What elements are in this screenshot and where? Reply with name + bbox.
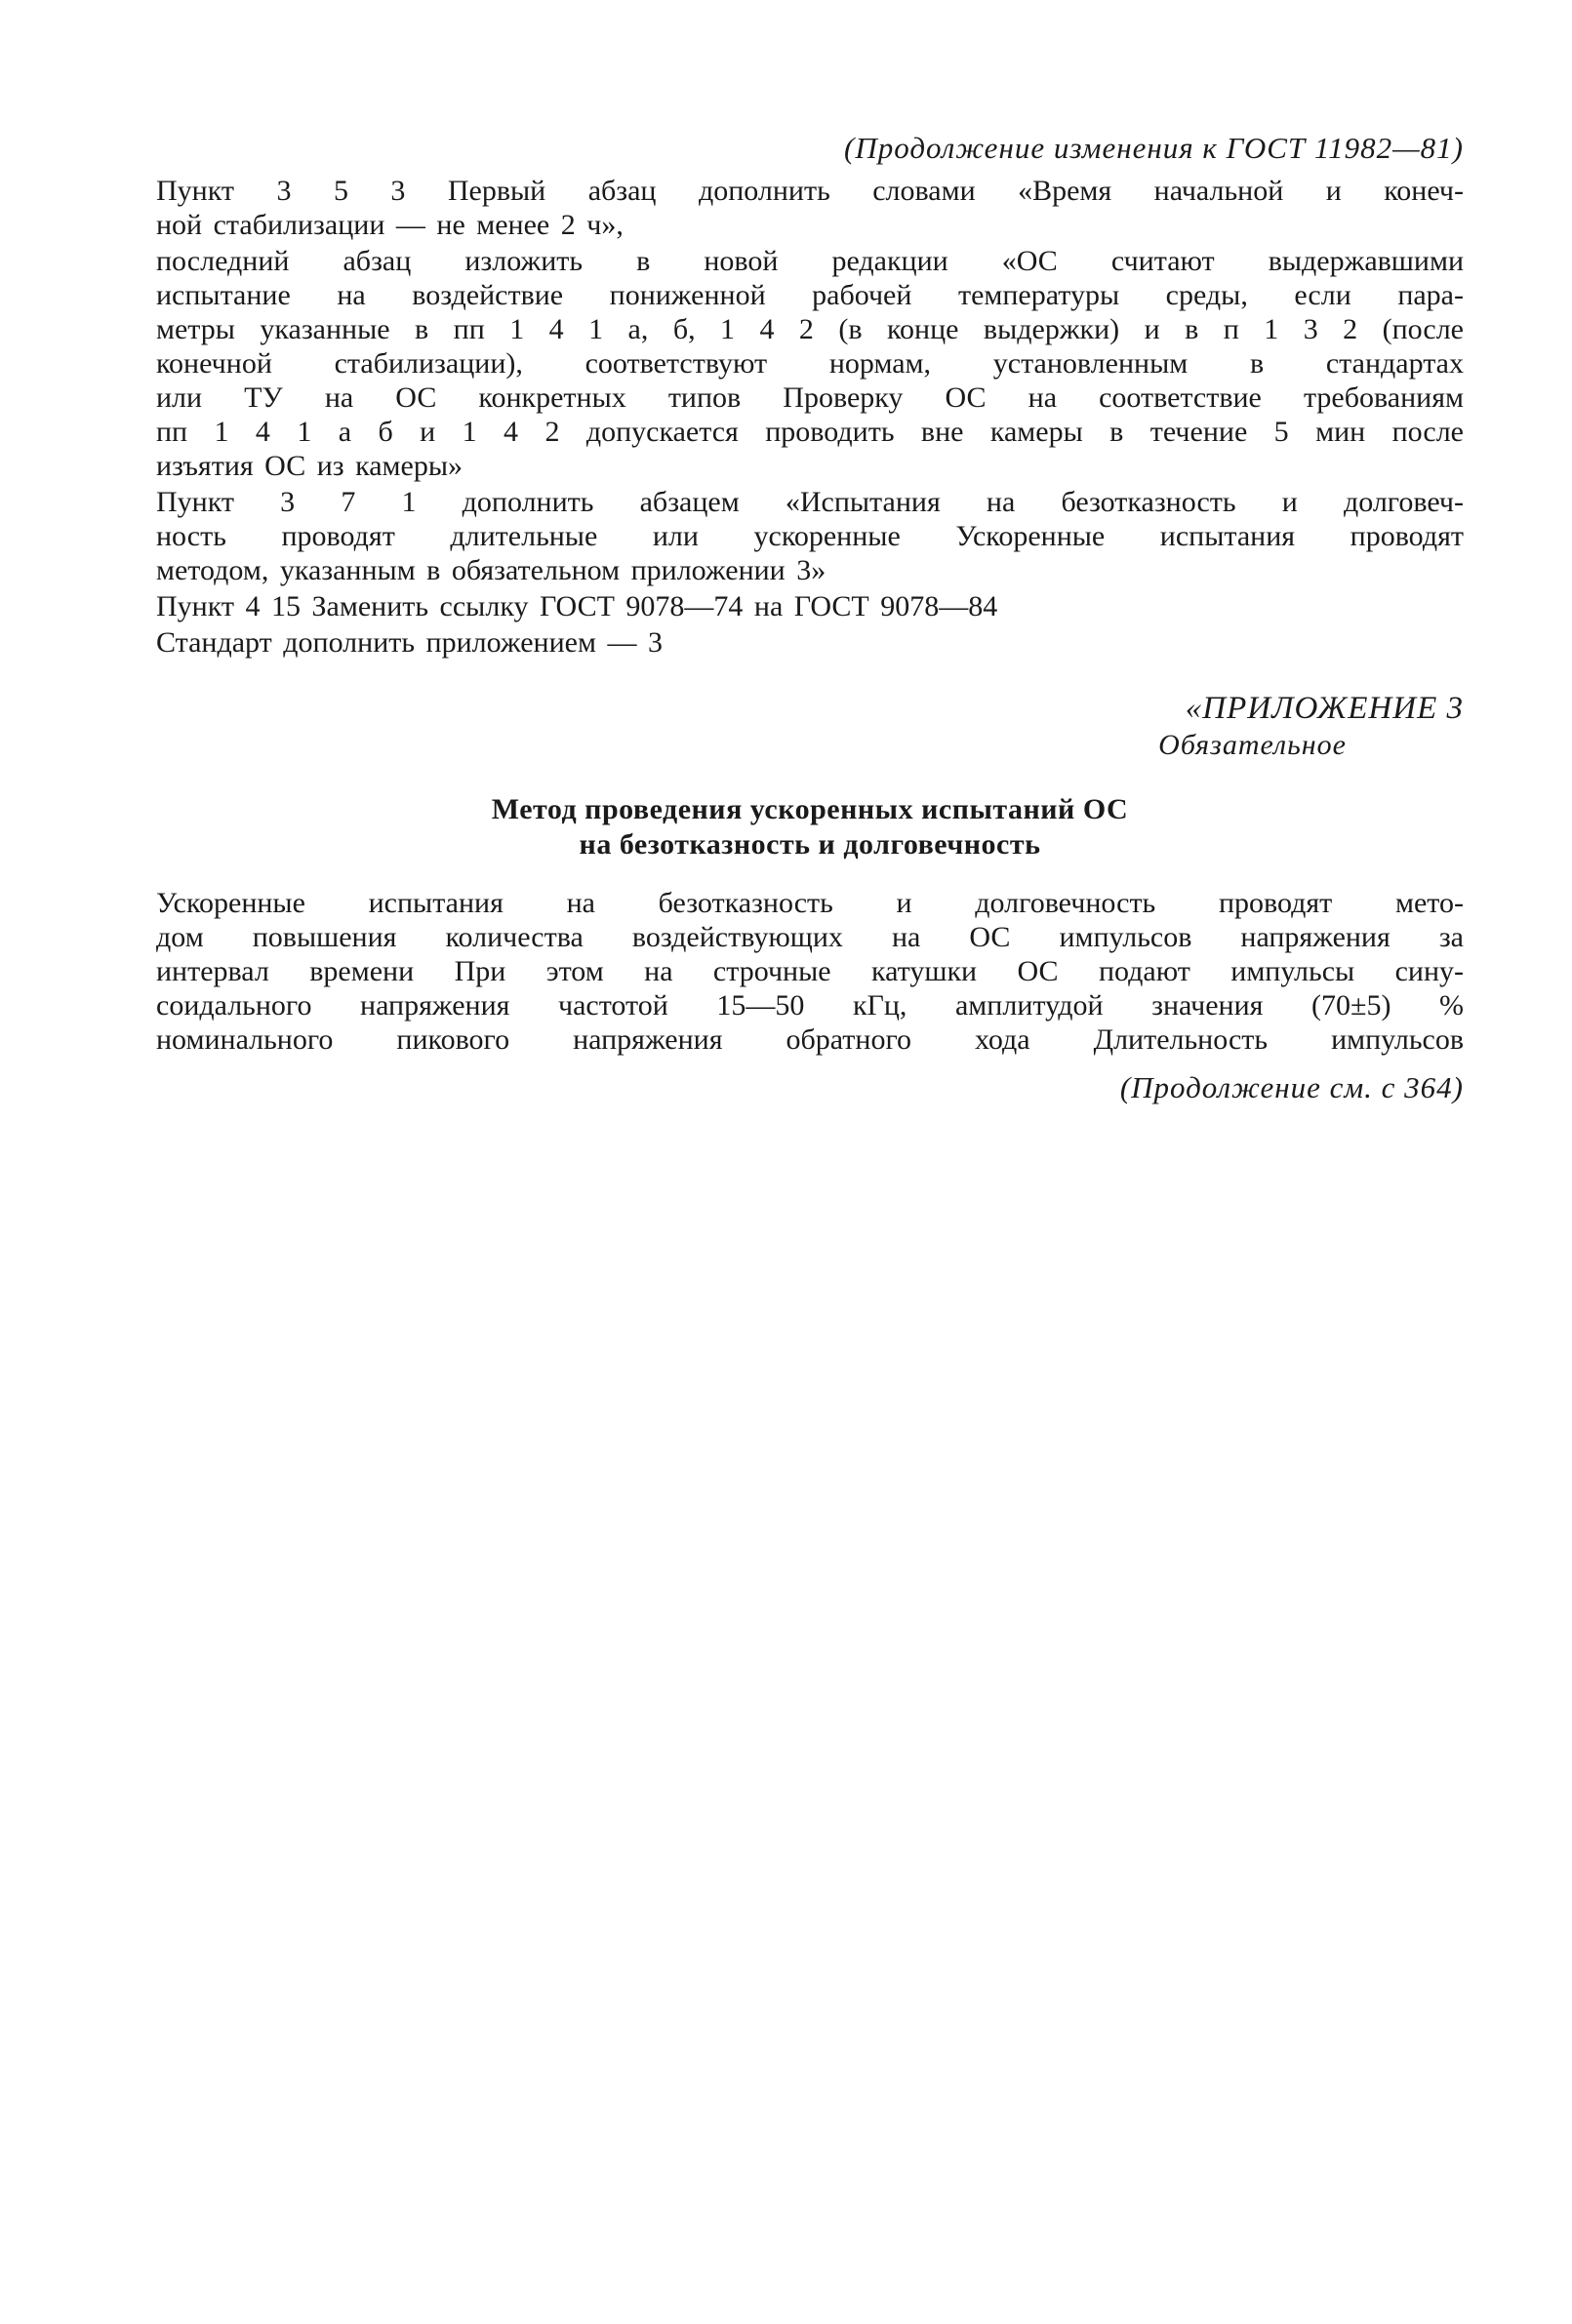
paragraph-item-4-15 (156, 589, 1464, 623)
method-title (156, 792, 1464, 862)
text-line: конечной стабилизации), соответствуют нормам, установленным в стандартах (156, 347, 1464, 380)
appendix-subtitle: Обязательное (1158, 729, 1347, 761)
paragraph-item-3-5-3 (156, 174, 1464, 242)
text-line: ность проводят длительные или ускоренные Ускоренные испытания проводят (156, 520, 1464, 552)
continuation-footer: (Продолжение см. с 364) (1119, 1070, 1464, 1104)
paragraph-item-3-7-1 (156, 485, 1464, 587)
text-line: номинального пикового напряжения обратного хода Длительность импульсов (156, 1023, 1464, 1056)
text-line: последний абзац изложить в новой редакции «ОС считают выдержавшими (156, 245, 1464, 277)
appendix-title: «ПРИЛОЖЕНИЕ 3 (1185, 691, 1464, 726)
text-line: ной стабилизации — не менее 2 ч», (156, 209, 624, 241)
text-line: методом, указанным в обязательном приложении 3» (156, 554, 826, 586)
text-line: Ускоренные испытания на безотказность и долговечность проводят мето- (156, 887, 1464, 919)
text-line: пп 1 4 1 а б и 1 4 2 допускается проводить вне камеры в течение 5 мин после (156, 416, 1464, 448)
text-line: метры указанные в пп 1 4 1 а, б, 1 4 2 (в конце выдержки) и в п 1 3 2 (после (156, 313, 1464, 345)
method-title-line: на безотказность и долговечность (579, 828, 1041, 861)
text-line: Пункт 3 7 1 дополнить абзацем «Испытания на безотказность и долговеч- (156, 486, 1464, 518)
paragraph-standard-addition (156, 625, 1464, 660)
text-line: или ТУ на ОС конкретных типов Проверку ОС на соответствие требованиям (156, 381, 1464, 414)
method-title-line: Метод проведения ускоренных испытаний ОС (491, 793, 1129, 825)
text-column (156, 129, 1464, 1107)
text-line: дом повышения количества воздействующих на ОС импульсов напряжения за (156, 921, 1464, 953)
continuation-header: (Продолжение изменения к ГОСТ 11982—81) (844, 131, 1464, 165)
text-line: изъятия ОС из камеры» (156, 450, 464, 482)
paragraph-last-abzac (156, 244, 1464, 483)
text-line: испытание на воздействие пониженной рабочей температуры среды, если пара- (156, 279, 1464, 311)
method-paragraph (156, 886, 1464, 1057)
text-line: Стандарт дополнить приложением — 3 (156, 626, 663, 659)
text-line: интервал времени При этом на строчные катушки ОС подают импульсы сину- (156, 955, 1464, 987)
text-line: Пункт 4 15 Заменить ссылку ГОСТ 9078—74 на ГОСТ 9078—84 (156, 590, 998, 622)
text-line: соидального напряжения частотой 15—50 кГц, амплитудой значения (70±5) % (156, 989, 1464, 1022)
text-line: Пункт 3 5 3 Первый абзац дополнить словами «Время начальной и конеч- (156, 175, 1464, 207)
